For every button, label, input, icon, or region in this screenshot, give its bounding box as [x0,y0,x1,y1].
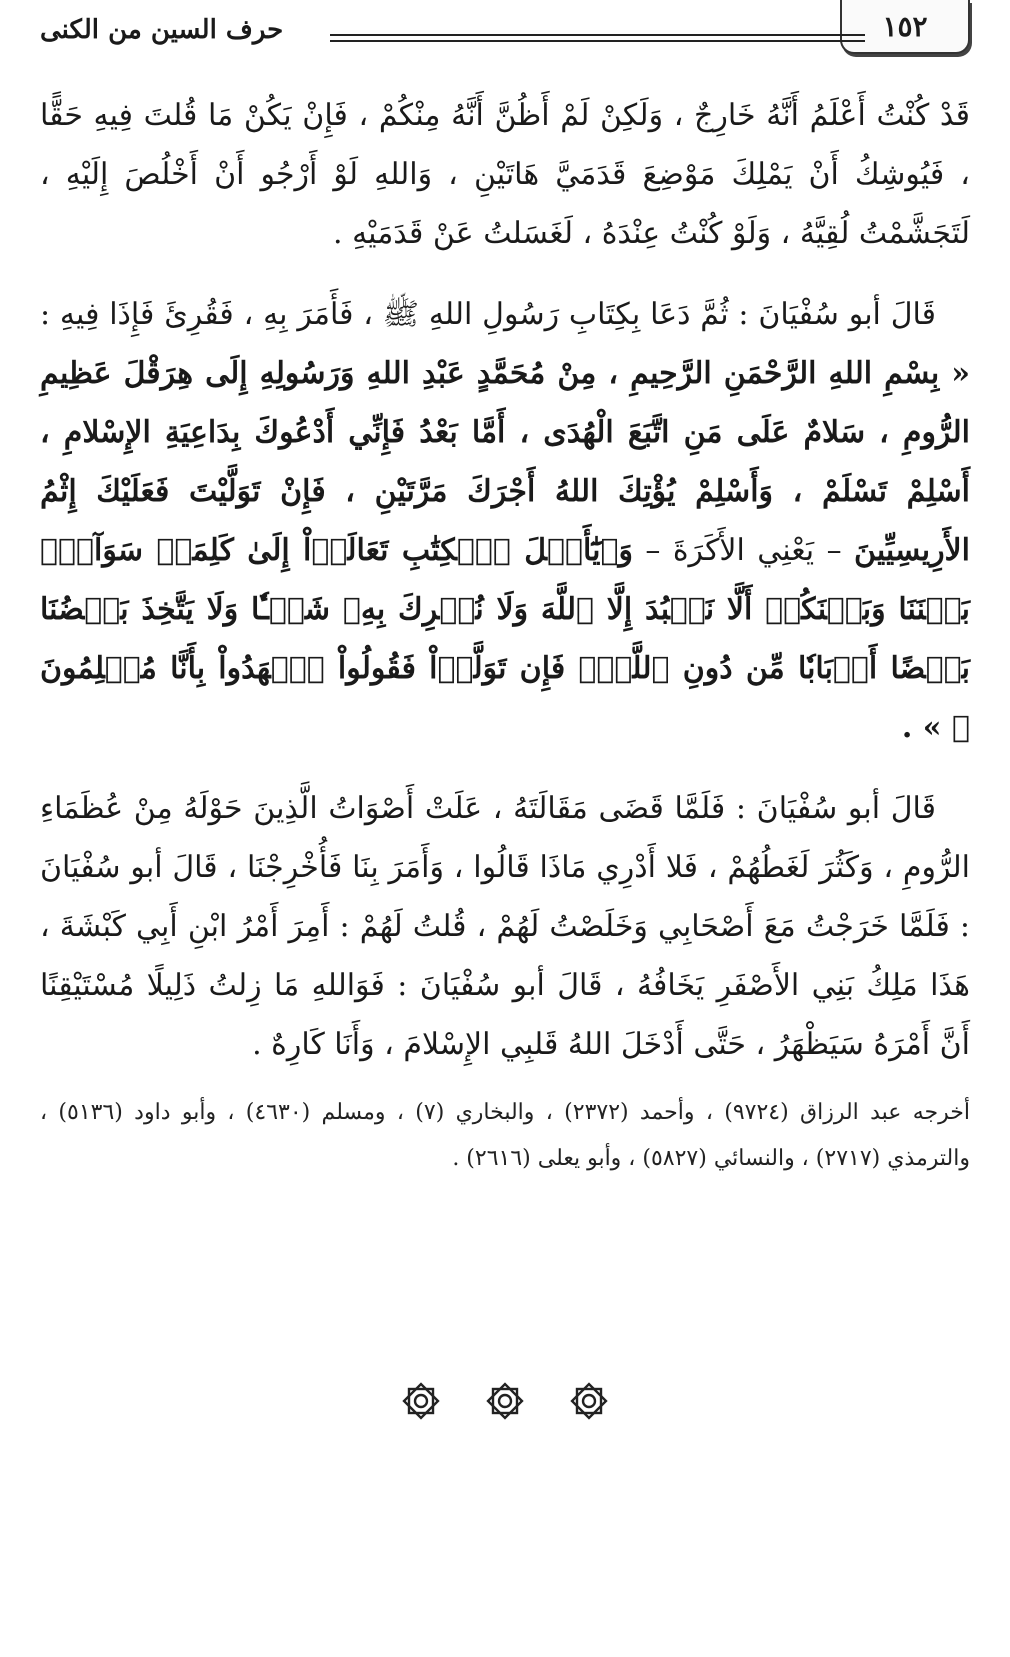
prophet-letter-text: « بِسْمِ اللهِ الرَّحْمَنِ الرَّحِيمِ ، مِنْ مُحَمَّدٍ عَبْدِ اللهِ وَرَسُولِهِ إِلَى هِرَقْلَ عَظِيمِ الرُّومِ ، سَلامٌ عَلَى مَنِ اتَّبَعَ الْهُدَى ، أَمَّا بَعْدُ فَإِنِّي أَدْعُوكَ بِدَاعِيَةِ الإِسْلامِ ، أَسْلِمْ تَسْلَمْ ، وَأَسْلِمْ يُؤْتِكَ اللهُ أَجْرَكَ مَرَّتَيْنِ ، فَإِنْ تَوَلَّيْتَ فَعَلَيْكَ إِثْمُ الأَرِيسِيِّينَ [40,356,971,568]
paragraph-3 [40,779,970,1074]
octagram-ornament-icon [484,1380,526,1422]
paragraph-1: قَدْ كُنْتُ أَعْلَمُ أَنَّهُ خَارِجٌ ، وَلَكِنْ لَمْ أَظُنَّ أَنَّهُ مِنْكُمْ ، فَإِنْ يَكُنْ مَا قُلتَ فِيهِ حَقًّا ، فَيُوشِكُ أَنْ يَمْلِكَ مَوْضِعَ قَدَمَيَّ هَاتَيْنِ ، وَاللهِ لَوْ أَرْجُو أَنْ أَخْلُصَ إِلَيْهِ ، لَتَجَشَّمْتُ لُقِيَّهُ ، وَلَوْ كُنْتُ عِنْدَهُ ، لَغَسَلتُ عَنْ قَدَمَيْهِ . [40,98,970,251]
quran-verse: وَ﴿يَٰٓأَهۡلَ ٱلۡكِتَٰبِ تَعَالَوۡاْ إِلَىٰ كَلِمَةٖ سَوَآءِۭ بَيۡنَنَا وَبَيۡنَكُمۡ أَلَّا نَعۡبُدَ إِلَّا ٱللَّهَ وَلَا نُشۡرِكَ بِهِۦ شَيۡـٔٗا وَلَا يَتَّخِذَ بَعۡضُنَا بَعۡضًا أَرۡبَابٗا مِّن دُونِ ٱللَّهِۚ فَإِن تَوَلَّوۡاْ فَقُولُواْ ٱشۡهَدُواْ بِأَنَّا مُسۡلِمُونَ ﴾ [40,533,970,745]
title-rule [330,34,865,42]
letter-aside: – يَعْنِي الأَكَرَةَ – [632,533,855,568]
octagram-ornament-icon [568,1380,610,1422]
section-end-ornaments [0,1380,1010,1430]
paragraph-2 [40,285,970,757]
paragraph-3-text: قَالَ أبو سُفْيَانَ : فَلَمَّا قَضَى مَقَالَتَهُ ، عَلَتْ أَصْوَاتُ الَّذِينَ حَوْلَهُ مِنْ عُظَمَاءِ الرُّومِ ، وَكَثُرَ لَغَطُهُمْ ، فَلا أَدْرِي مَاذَا قَالُوا ، وَأَمَرَ بِنَا فَأُخْرِجْنَا ، قَالَ أبو سُفْيَانَ : فَلَمَّا خَرَجْتُ مَعَ أَصْحَابِي وَخَلَصْتُ لَهُمْ ، قُلتُ لَهُمْ : أَمِرَ أَمْرُ ابْنِ أَبِي كَبْشَةَ ، هَذَا مَلِكُ بَنِي الأَصْفَرِ يَخَافُهُ ، قَالَ أبو سُفْيَانَ : فَوَاللهِ مَا زِلتُ ذَلِيلًا مُسْتَيْقِنًا أَنَّ أَمْرَهُ سَيَظْهَرُ ، حَتَّى أَدْخَلَ اللهُ قَلبِي الإِسْلامَ ، وَأَنَا كَارِهٌ . [40,791,970,1062]
page-number: ١٥٢ [882,9,928,43]
page-number-tab [840,0,970,54]
main-text [40,86,970,1182]
octagram-ornament-icon [400,1380,442,1422]
footnote-citation: أخرجه عبد الرزاق (٩٧٢٤) ، وأحمد (٢٣٧٢) ، والبخاري (٧) ، ومسلم (٤٦٣٠) ، وأبو داود (٥١٣٦) ، والترمذي (٢٧١٧) ، والنسائي (٥٨٢٧) ، وأبو يعلى (٢٦١٦) . [40,1100,970,1171]
page-header [40,0,970,58]
paragraph-2-intro: قَالَ أبو سُفْيَانَ : ثُمَّ دَعَا بِكِتَابِ رَسُولِ اللهِ ﷺ ، فَأَمَرَ بِهِ ، فَقُرِئَ فَإِذَا فِيهِ : [40,297,936,332]
letter-close: » . [901,710,952,745]
running-title: حرف السين من الكنى [40,15,284,45]
